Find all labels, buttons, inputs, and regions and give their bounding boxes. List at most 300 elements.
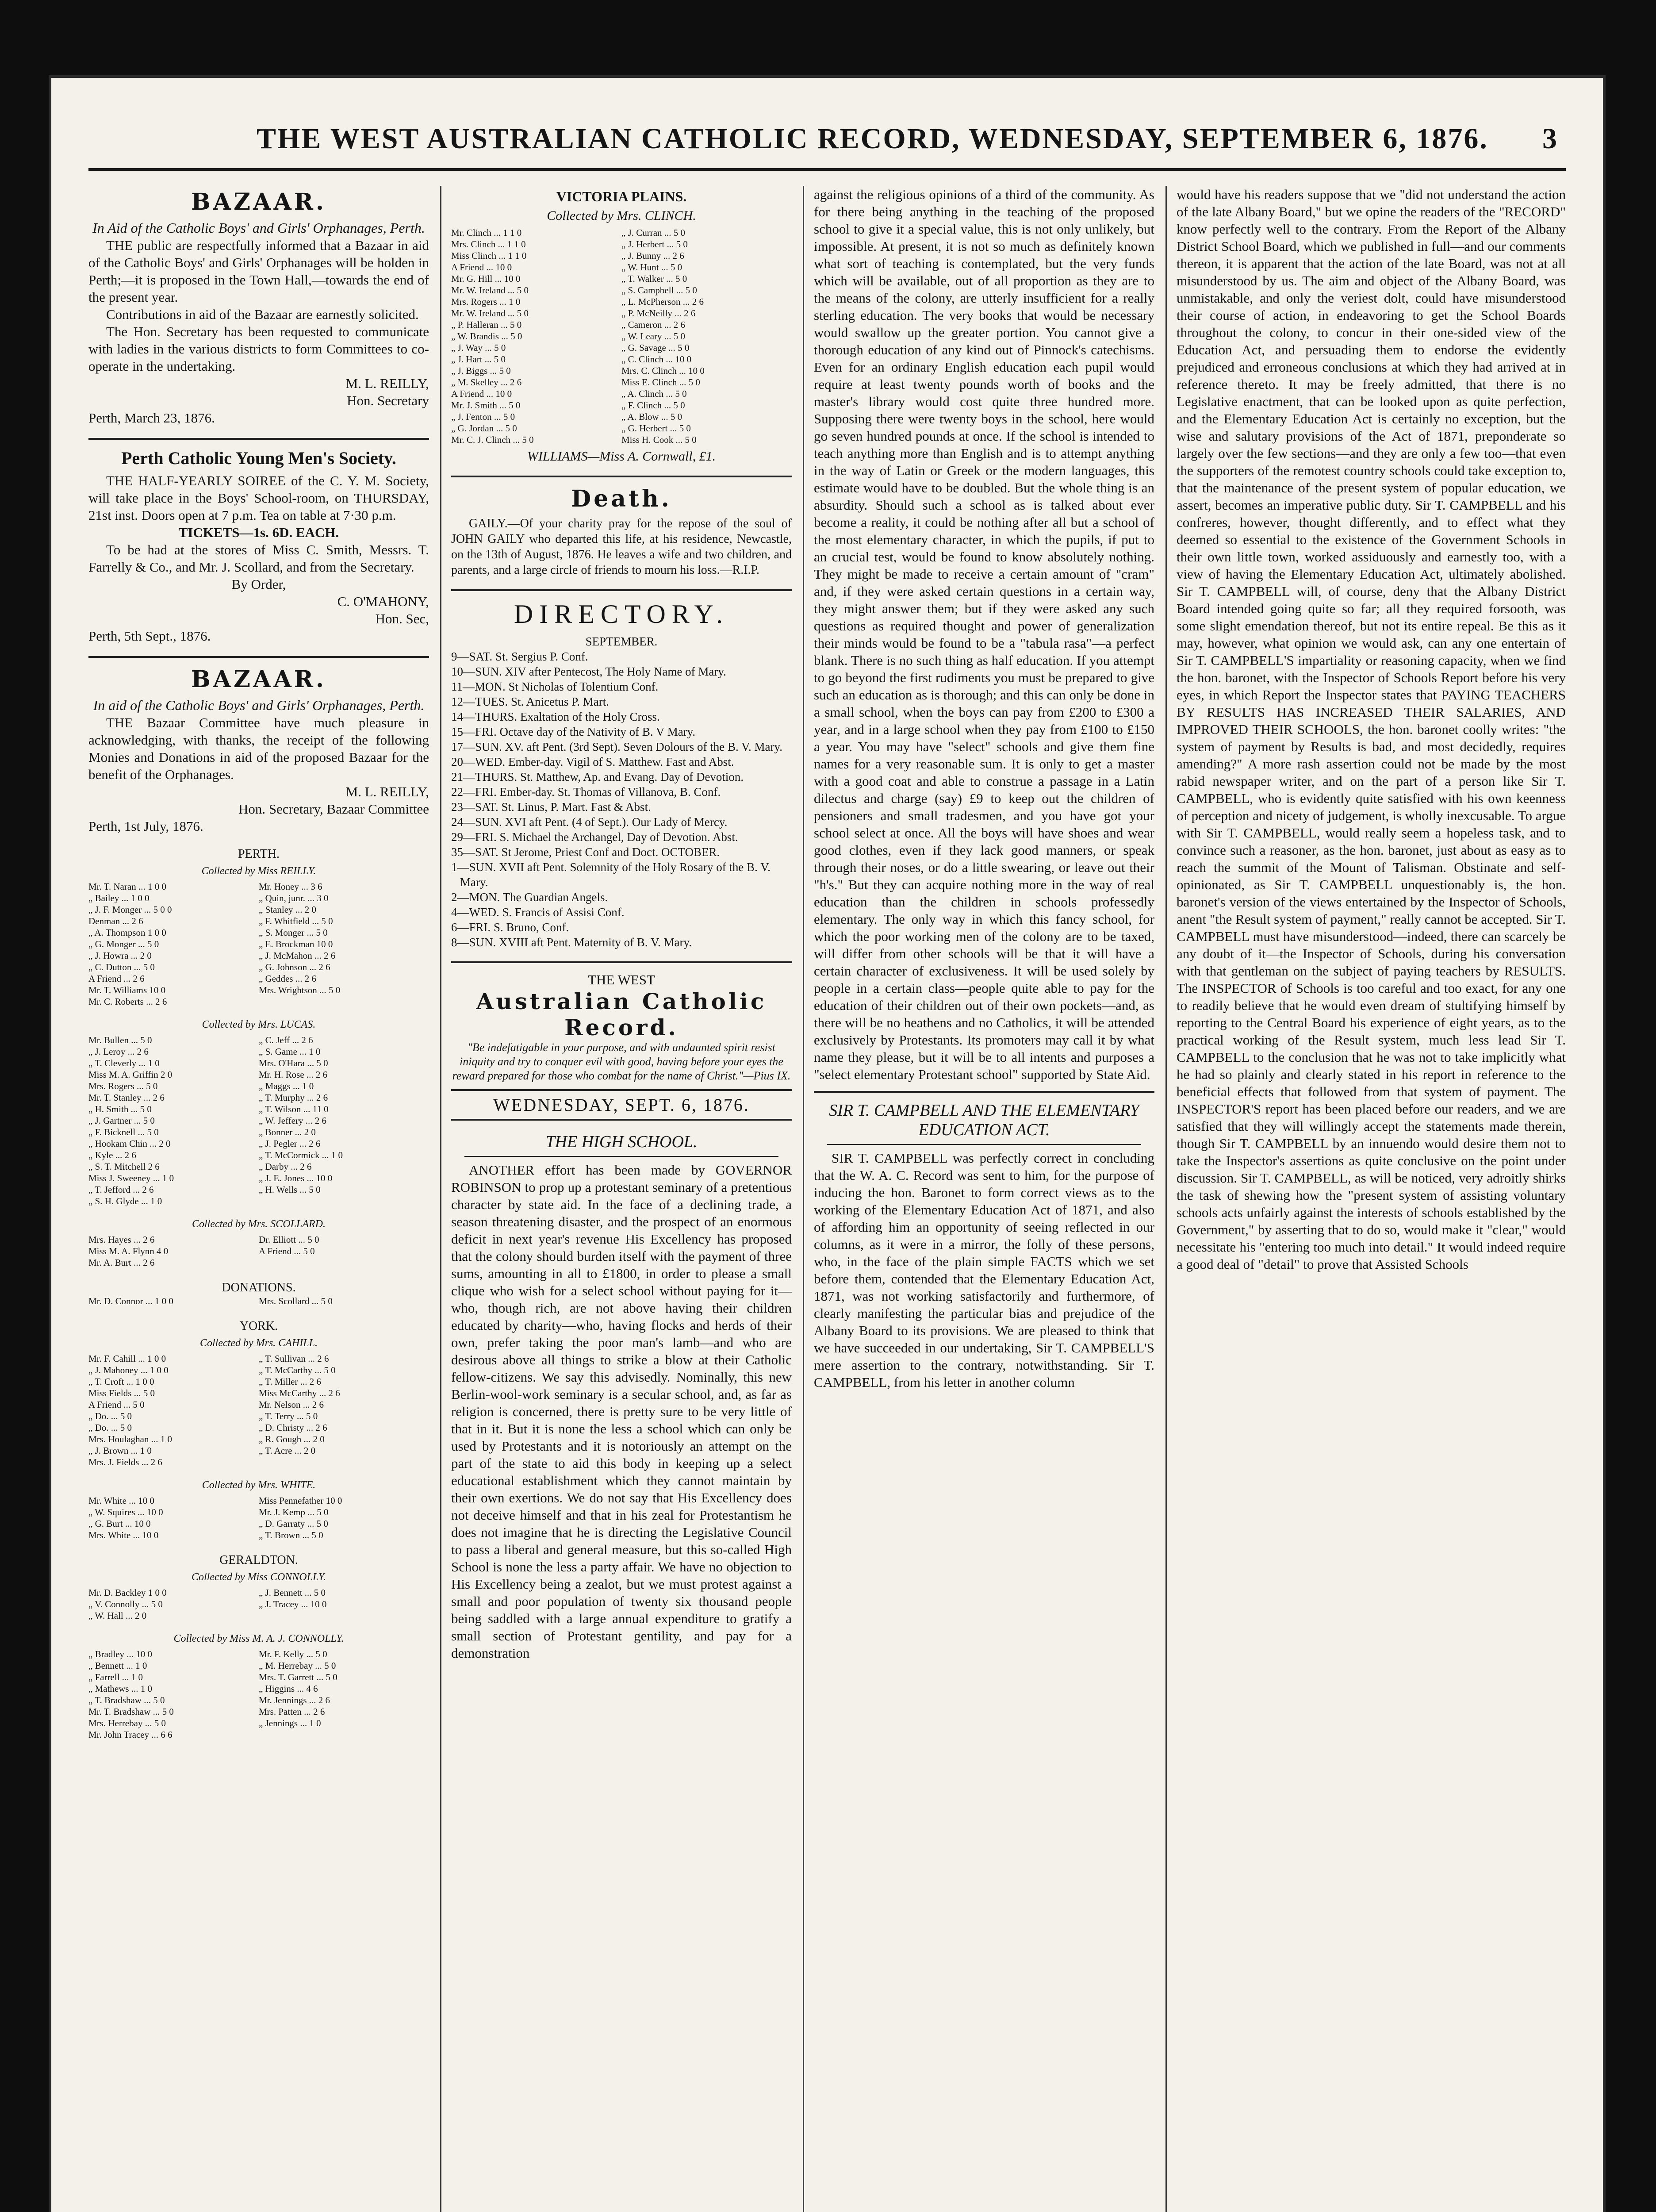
list-item bbox=[88, 1433, 429, 1445]
high-school-body: ANOTHER effort has been made by GOVERNOR ROBINSON to prop up a protestant seminary of a pretentious character by state aid. In the face of a declining trade, a season threatening disaster, and the prospect of an enormous deficit in next year's revenue His Excellency has proposed that the colony should burden itself with the payment of three sums, amounting in all to £1800, in order to please a small clique who wish for a select school without paying for it—who, though rich, are not above having their children educated by charity—who, having flocks and herds of their own, prefer taking the poor man's lamb—and who are desirous above all things to strike a blow at their Catholic fellow-citizens. We say this advisedly. Nominally, this new Berlin-wool-work seminary is a secular school, and, as far as religion is concerned, there is pretty sure to be very little of that in it. But it is none the less a school which can only be used by Protestants and it is notoriously an attempt on the part of the state to aid this body in keeping up a select educational establishment which they cannot maintain by their own exertions. We do not say that His Excellency does not deceive himself and that in his zeal for Protestantism he does not imagine that he is directing the Legislative Council to pass a liberal and general measure, but this so-called High School is none the less a party affair. We have no objection to His Excellency being a zealot, but we must protest against a small and poor population of twenty six thousand people being saddled with a large annual expenditure to gratify a small section of Protestant gentility, and pay for a demonstration bbox=[451, 1162, 792, 1661]
list-entry: Mr. T. Naran ... 1 0 0 bbox=[88, 881, 166, 892]
list-entry: „ Bennett ... 1 0 bbox=[88, 1660, 147, 1671]
list-entry: „ C. Dutton ... 5 0 bbox=[88, 962, 155, 972]
list-item bbox=[88, 1410, 429, 1422]
bazaar2-signer: M. L. REILLY, bbox=[345, 784, 429, 799]
cyms-signer: C. O'MAHONY, bbox=[337, 594, 429, 609]
directory-item: 22—FRI. Ember-day. St. Thomas of Villanova, B. Conf. bbox=[451, 785, 721, 799]
list-item bbox=[451, 342, 792, 353]
directory-item: 24—SUN. XVI aft Pent. (4 of Sept.). Our Lady of Mercy. bbox=[451, 815, 728, 829]
list-entry: „ W. Hall ... 2 0 bbox=[88, 1610, 147, 1621]
list-entry: Mr. H. Rose ... 2 6 bbox=[259, 1069, 328, 1080]
directory-item: 9—SAT. St. Sergius P. Conf. bbox=[451, 650, 588, 663]
list-entry: „ T. Acre ... 2 0 bbox=[259, 1445, 316, 1456]
list-item bbox=[88, 1092, 429, 1103]
list-entry: „ H. Smith ... 5 0 bbox=[88, 1104, 152, 1114]
list-entry: „ J. Bennett ... 5 0 bbox=[259, 1587, 326, 1598]
list-rows bbox=[88, 1648, 429, 1740]
bazaar2-heading: BAZAAR. bbox=[191, 666, 327, 693]
list-item bbox=[88, 1495, 429, 1506]
list-entry: Mr. Honey ... 3 6 bbox=[259, 881, 322, 892]
record-masthead bbox=[451, 971, 792, 1121]
list-entry: „ Maggs ... 1 0 bbox=[259, 1081, 314, 1091]
subscription-list bbox=[88, 1318, 429, 1468]
list-item bbox=[88, 1387, 429, 1399]
list-entry: „ Quin, junr. ... 3 0 bbox=[259, 893, 329, 903]
list-entry: „ S. Campbell ... 5 0 bbox=[621, 285, 697, 296]
list-item bbox=[88, 927, 429, 938]
list-item bbox=[88, 1161, 429, 1172]
divider bbox=[814, 1091, 1154, 1093]
list-entry: „ G. Savage ... 5 0 bbox=[621, 342, 690, 353]
list-entry: Mrs. O'Hara ... 5 0 bbox=[259, 1058, 328, 1068]
directory bbox=[451, 599, 792, 950]
directory-item: 15—FRI. Octave day of the Nativity of B. V Mary. bbox=[451, 725, 696, 738]
cyms-order: By Order, bbox=[231, 576, 286, 592]
list-item bbox=[451, 330, 792, 342]
directory-item: 23—SAT. St. Linus, P. Mart. Fast & Abst. bbox=[451, 800, 651, 814]
list-entry: Miss Fields ... 5 0 bbox=[88, 1388, 155, 1398]
list-entry: Mrs. Wrightson ... 5 0 bbox=[259, 985, 341, 995]
list-item bbox=[88, 1610, 429, 1621]
list-entry: Mr. A. Burt ... 2 6 bbox=[88, 1257, 155, 1268]
directory-heading: DIRECTORY. bbox=[514, 599, 729, 629]
list-item bbox=[451, 284, 792, 296]
vp-rows bbox=[451, 227, 792, 445]
list-entry: Mrs. C. Clinch ... 10 0 bbox=[621, 365, 705, 376]
list-entry: „ T. Croft ... 1 0 0 bbox=[88, 1376, 154, 1387]
list-entry: „ J. Leroy ... 2 6 bbox=[88, 1046, 149, 1057]
list-item bbox=[88, 1587, 429, 1598]
list-entry: „ T. Terry ... 5 0 bbox=[259, 1411, 318, 1421]
list-item bbox=[88, 996, 429, 1007]
list-entry: „ J. McMahon ... 2 6 bbox=[259, 950, 336, 961]
list-item bbox=[88, 1034, 429, 1046]
list-rows bbox=[88, 1234, 429, 1268]
list-entry: Mr. John Tracey ... 6 6 bbox=[88, 1729, 172, 1740]
list-entry: „ Cameron ... 2 6 bbox=[621, 319, 686, 330]
directory-item: 2—MON. The Guardian Angels. bbox=[451, 891, 608, 904]
list-rows bbox=[88, 1495, 429, 1541]
list-item bbox=[88, 1069, 429, 1080]
list-entry: „ F. Whitfield ... 5 0 bbox=[259, 916, 333, 926]
list-item bbox=[88, 1660, 429, 1671]
list-entry: „ Mathews ... 1 0 bbox=[88, 1683, 153, 1694]
list-entry: „ D. Garraty ... 5 0 bbox=[259, 1518, 328, 1529]
vp-collector: Collected by Mrs. CLINCH. bbox=[547, 208, 696, 223]
newspaper-page bbox=[49, 75, 1606, 2212]
masthead bbox=[88, 119, 1566, 171]
list-item bbox=[88, 1046, 429, 1057]
high-school-heading: THE HIGH SCHOOL. bbox=[545, 1133, 698, 1151]
divider bbox=[88, 438, 429, 440]
list-place: GERALDTON. bbox=[219, 1553, 298, 1567]
list-item bbox=[88, 1648, 429, 1660]
list-entry: Mr. W. Ireland ... 5 0 bbox=[451, 308, 529, 319]
list-entry: „ G. Jordan ... 5 0 bbox=[451, 423, 517, 434]
divider bbox=[451, 589, 792, 591]
list-entry: Mr. G. Hill ... 10 0 bbox=[451, 273, 521, 284]
list-entry: „ Bonner ... 2 0 bbox=[259, 1127, 316, 1137]
list-entry: „ S. Monger ... 5 0 bbox=[259, 927, 328, 938]
list-entry: „ M. Skelley ... 2 6 bbox=[451, 377, 522, 388]
list-item bbox=[88, 1506, 429, 1518]
list-item bbox=[88, 1683, 429, 1694]
divider bbox=[827, 1144, 1141, 1145]
list-collector: Collected by Mrs. WHITE. bbox=[202, 1479, 316, 1491]
list-entry: Mr. F. Kelly ... 5 0 bbox=[259, 1649, 327, 1659]
list-item bbox=[88, 1172, 429, 1184]
list-entry: Miss McCarthy ... 2 6 bbox=[259, 1388, 340, 1398]
list-collector: Collected by Mrs. SCOLLARD. bbox=[192, 1218, 326, 1230]
bazaar2-date: Perth, 1st July, 1876. bbox=[88, 818, 203, 834]
list-entry: Mrs. J. Fields ... 2 6 bbox=[88, 1457, 162, 1467]
list-item bbox=[451, 273, 792, 284]
list-item bbox=[451, 388, 792, 399]
subscription-list bbox=[88, 1280, 429, 1307]
list-entry: „ S. H. Glyde ... 1 0 bbox=[88, 1196, 162, 1206]
list-item bbox=[451, 307, 792, 319]
cyms-heading: Perth Catholic Young Men's Society. bbox=[121, 448, 396, 468]
directory-items bbox=[451, 649, 792, 950]
list-entry: Mrs. Scollard ... 5 0 bbox=[259, 1296, 333, 1306]
list-entry: Miss E. Clinch ... 5 0 bbox=[621, 377, 700, 388]
list-item bbox=[451, 365, 792, 376]
list-entry: „ J. Howra ... 2 0 bbox=[88, 950, 152, 961]
column-rule bbox=[803, 186, 804, 2212]
bazaar-signer: M. L. REILLY, bbox=[345, 376, 429, 391]
list-entry: „ G. Herbert ... 5 0 bbox=[621, 423, 691, 434]
bazaar-body: THE public are respectfully informed that a Bazaar in aid of the Catholic Boys' and Girls' Orphanages will be holden in Perth;—it is proposed in the Town Hall,—towards the end of the present year. Contributions in aid of the Bazaar are earnestly solicited. The Hon. Secretary has been requested to communicate with ladies in the various districts to form Committees to co-operate in the undertaking. bbox=[88, 238, 429, 374]
cyms-signer-title: Hon. Sec, bbox=[375, 611, 429, 626]
high-school-continued: against the religious opinions of a third of the community. As for there being anything in the teaching of the proposed school to give it a special value, this is not only unlikely, but impossible. At present, it is not so much as definitely known what sort of teaching is contemplated, but the very funds which will be available, out of all proportion as they are to the means of the colony, are utterly insufficient for a really sterling education. The very books that would be necessary would swallow up the greater portion. You cannot give a thorough education of any kind out of Pinnock's catechisms. Even for an ordinary English education each pupil would require at least twenty pounds worth of books and the master's library would cost quite three hundred more. Supposing there were twenty boys in the school, here would go seven hundred pounds at once. If the school is intended to teach anything more than English and is to attempt anything in the way of Latin or Greek or the modern languages, this estimate would have to be doubled. But the whole thing is an absurdity. Should such a school as is talked about ever become a reality, it could be nothing after all but a school of the most elementary character, in which the pupils, if put to an crucial test, would be found to know absolutely nothing. They might be made to receive a certain amount of "cram" and, if they were asked certain questions in a certain way, they might answer them; but if they were asked any such questions as required thought and power of generalization their minds would be found to be a "tabula rasa"—a perfect blank. There is no such thing as half education. If you attempt to go beyond the first rudiments you must be prepared to give such an education as is thorough; and this can only be done in a small school, when the boys can pay from £200 to £300 a year, and in a large school when they pay from £100 to £150 a year. You may have "select" schools and give them fine names for a very reasonable sum. It is only to get a master with a good coat and able to construe a passage in a Latin dilectus and charge (say) £9 to keep out the children of pensioners and small tradesmen, and you have got your school select at once. All the boys will have shoes and wear good clothes, even if they lack good manners, or speak through their noses, or do a little swearing, or leave out their "h's." But they can acquire nothing more in the way of real education than the children in schools professedly elementary. The only way in which this fancy school, for which the poor working men of the colony are to be taxed, will differ from other schools will be that it will have a certain character of exclusiveness. It will be used solely by people in a certain class—people quite able to pay for the education of their children out of their own pockets—and, as there will be no heathens and no Catholics, it will be attended exclusively by Protestants. Its promoters may call it by what name they please, but it will be to all intents and purposes a "select elementary Protestant school" supported by State Aid. bbox=[814, 187, 1154, 1082]
list-item bbox=[451, 238, 792, 250]
list-item bbox=[88, 1234, 429, 1245]
death-notice bbox=[451, 485, 792, 578]
list-rows bbox=[88, 1034, 429, 1207]
list-entry: „ W. Squires ... 10 0 bbox=[88, 1507, 163, 1517]
list-item bbox=[88, 1422, 429, 1433]
list-place: DONATIONS. bbox=[222, 1281, 296, 1294]
cyms-tickets: TICKETS—1s. 6D. EACH. bbox=[178, 525, 339, 540]
list-collector: Collected by Mrs. CAHILL. bbox=[200, 1337, 318, 1349]
list-entry: Denman ... 2 6 bbox=[88, 916, 143, 926]
list-place: YORK. bbox=[239, 1319, 278, 1333]
list-entry: Mrs. White ... 10 0 bbox=[88, 1530, 159, 1540]
list-entry: Mr. D. Connor ... 1 0 0 bbox=[88, 1296, 173, 1306]
list-entry: „ J. Gartner ... 5 0 bbox=[88, 1115, 155, 1126]
list-entry: „ J. Pegler ... 2 6 bbox=[259, 1138, 321, 1149]
directory-item: 8—SUN. XVIII aft Pent. Maternity of B. V. Mary. bbox=[451, 936, 692, 949]
list-item bbox=[88, 1399, 429, 1410]
list-entry: A Friend ... 5 0 bbox=[259, 1246, 315, 1256]
list-item bbox=[88, 881, 429, 892]
list-entry: Mr. D. Backley 1 0 0 bbox=[88, 1587, 167, 1598]
list-entry: Mrs. Clinch ... 1 1 0 bbox=[451, 239, 526, 250]
list-entry: „ G. Monger ... 5 0 bbox=[88, 939, 159, 949]
list-entry: „ J. Brown ... 1 0 bbox=[88, 1445, 152, 1456]
list-entry: Mr. Jennings ... 2 6 bbox=[259, 1695, 330, 1705]
record-title: Australian Catholic Record. bbox=[476, 988, 767, 1041]
list-item bbox=[88, 1353, 429, 1364]
column-rule bbox=[440, 186, 441, 2212]
list-entry: „ G. Johnson ... 2 6 bbox=[259, 962, 330, 972]
list-item bbox=[88, 1257, 429, 1268]
directory-month: SEPTEMBER. bbox=[585, 635, 658, 648]
list-entry: „ Do. ... 5 0 bbox=[88, 1422, 132, 1433]
bazaar-signer-title: Hon. Secretary bbox=[347, 393, 429, 408]
list-entry: Mrs. Hayes ... 2 6 bbox=[88, 1234, 155, 1245]
list-entry bbox=[259, 1195, 429, 1207]
list-item bbox=[451, 296, 792, 307]
list-entry: Mr. W. Ireland ... 5 0 bbox=[451, 285, 529, 296]
list-entry: Miss J. Sweeney ... 1 0 bbox=[88, 1173, 174, 1183]
list-entry: „ W. Brandis ... 5 0 bbox=[451, 331, 522, 342]
list-item bbox=[88, 1126, 429, 1138]
list-entry bbox=[259, 1729, 429, 1740]
list-entry: „ W. Hunt ... 5 0 bbox=[621, 262, 682, 273]
list-entry: „ C. Clinch ... 10 0 bbox=[621, 354, 692, 365]
list-entry: „ A. Clinch ... 5 0 bbox=[621, 388, 687, 399]
list-entry: Mr. Nelson ... 2 6 bbox=[259, 1399, 324, 1410]
column-3 bbox=[814, 186, 1154, 2212]
list-entry: Miss M. A. Flynn 4 0 bbox=[88, 1246, 169, 1256]
list-item bbox=[88, 892, 429, 904]
list-entry: Mr. T. Williams 10 0 bbox=[88, 985, 166, 995]
list-entry: Mr. F. Cahill ... 1 0 0 bbox=[88, 1353, 166, 1364]
divider bbox=[451, 961, 792, 963]
list-entry: „ J. Herbert ... 5 0 bbox=[621, 239, 688, 250]
list-entry: „ J. Mahoney ... 1 0 0 bbox=[88, 1365, 169, 1375]
list-entry: „ A. Thompson 1 0 0 bbox=[88, 927, 166, 938]
list-entry: Miss H. Cook ... 5 0 bbox=[621, 434, 697, 445]
bazaar-subtitle: In Aid of the Catholic Boys' and Girls' Orphanages, Perth. bbox=[92, 220, 425, 236]
list-rows bbox=[88, 1295, 429, 1307]
list-rows bbox=[88, 881, 429, 1007]
list-entry: „ W. Leary ... 5 0 bbox=[621, 331, 686, 342]
list-entry: „ Jennings ... 1 0 bbox=[259, 1718, 321, 1728]
list-item bbox=[88, 1671, 429, 1683]
column-2 bbox=[451, 186, 792, 2212]
campbell-heading: SIR T. CAMPBELL AND THE ELEMENTARY EDUCATION ACT. bbox=[829, 1101, 1139, 1139]
list-entry: „ T. Wilson ... 11 0 bbox=[259, 1104, 329, 1114]
record-pre: THE WEST bbox=[588, 972, 655, 987]
list-entry: Miss Pennefather 10 0 bbox=[259, 1495, 342, 1506]
list-item bbox=[88, 1456, 429, 1468]
list-item bbox=[88, 1518, 429, 1529]
record-motto: "Be indefatigable in your purpose, and with undaunted spirit resist iniquity and try to conquer evil with good, having before your eyes the reward prepared for those who combat for the name of Christ."—Pius IX. bbox=[452, 1041, 791, 1082]
list-entry: „ T. Miller ... 2 6 bbox=[259, 1376, 321, 1387]
list-entry: „ J. Biggs ... 5 0 bbox=[451, 365, 511, 376]
list-entry: „ T. Cleverly ... 1 0 bbox=[88, 1058, 160, 1068]
list-entry: Mr. T. Bradshaw ... 5 0 bbox=[88, 1706, 174, 1717]
list-item bbox=[88, 1376, 429, 1387]
list-entry: „ T. Sullivan ... 2 6 bbox=[259, 1353, 329, 1364]
list-item bbox=[451, 261, 792, 273]
list-entry: „ Kyle ... 2 6 bbox=[88, 1150, 136, 1160]
campbell-body: SIR T. CAMPBELL was perfectly correct in concluding that the W. A. C. Record was sent to him, for the purpose of inducing the hon. Baronet to form correct views as to the working of the Elementary Education Act of 1871, and also of affording him an opportunity of seeing reflected in our columns, as it were in a mirror, the folly of these persons, who, in the face of the plain simple FACTS which we set before them, contended that the Elementary Education Act, 1871, was not working satisfactorily and furthermore, of clearly manifesting the particular bias and prejudice of the Albany Board to its provisions. We are pleased to think that we have succeeded in our undertaking, Sir T. CAMPBELL'S mere assertion to the contrary, notwithstanding. Sir T. CAMPBELL, from his letter in another column bbox=[814, 1150, 1154, 1390]
list-item bbox=[88, 1080, 429, 1092]
list-entry: „ J. Hart ... 5 0 bbox=[451, 354, 506, 365]
list-entry: Mrs. Rogers ... 1 0 bbox=[451, 296, 521, 307]
list-item bbox=[451, 434, 792, 445]
list-entry: „ Darby ... 2 6 bbox=[259, 1161, 312, 1172]
list-entry: „ J. Tracey ... 10 0 bbox=[259, 1599, 327, 1609]
list-entry: Mrs. Houlaghan ... 1 0 bbox=[88, 1434, 172, 1444]
list-collector: Collected by Miss CONNOLLY. bbox=[191, 1571, 326, 1583]
vp-footer: WILLIAMS—Miss A. Cornwall, £1. bbox=[527, 449, 716, 464]
list-entry: „ T. McCormick ... 1 0 bbox=[259, 1150, 343, 1160]
death-body: GAILY.—Of your charity pray for the repose of the soul of JOHN GAILY who departed this life, at his residence, Newcastle, on the 13th of August, 1876. He leaves a wife and two children, and parents, and a large circle of friends to mourn his loss.—R.I.P. bbox=[451, 517, 792, 577]
list-collector: Collected by Miss M. A. J. CONNOLLY. bbox=[173, 1633, 344, 1644]
list-collector: Collected by Mrs. LUCAS. bbox=[202, 1019, 316, 1030]
list-entry: Mr. J. Smith ... 5 0 bbox=[451, 400, 521, 411]
list-entry bbox=[259, 1456, 429, 1468]
list-entry: „ Bailey ... 1 0 0 bbox=[88, 893, 150, 903]
directory-item: 1—SUN. XVII aft Pent. Solemnity of the Holy Rosary of the B. V. Mary. bbox=[451, 860, 770, 889]
list-entry: „ T. Bradshaw ... 5 0 bbox=[88, 1695, 165, 1705]
list-item bbox=[451, 227, 792, 238]
list-item bbox=[451, 411, 792, 422]
list-entry: Mr. Bullen ... 5 0 bbox=[88, 1035, 152, 1045]
list-entry: „ J. Bunny ... 2 6 bbox=[621, 250, 684, 261]
list-entry: „ T. McCarthy ... 5 0 bbox=[259, 1365, 336, 1375]
list-entry: „ V. Connolly ... 5 0 bbox=[88, 1599, 163, 1609]
list-entry: Mr. C. J. Clinch ... 5 0 bbox=[451, 434, 534, 445]
record-dateline: WEDNESDAY, SEPT. 6, 1876. bbox=[451, 1089, 792, 1121]
cyms-body: THE HALF-YEARLY SOIREE of the C. Y. M. Society, will take place in the Boys' School-room, on THURSDAY, 21st inst. Doors open at 7 p.m. Tea on table at 7·30 p.m. bbox=[88, 473, 429, 523]
bazaar-date: Perth, March 23, 1876. bbox=[88, 410, 215, 426]
list-entry: „ M. Herrebay ... 5 0 bbox=[259, 1660, 336, 1671]
list-item bbox=[88, 1115, 429, 1126]
cyms-body2: To be had at the stores of Miss C. Smith, Messrs. T. Farrelly & Co., and Mr. J. Scollard, and from the Secretary. bbox=[88, 542, 429, 575]
list-entry: „ A. Blow ... 5 0 bbox=[621, 411, 682, 422]
directory-item: 17—SUN. XV. aft Pent. (3rd Sept). Seven Dolours of the B. V. Mary. bbox=[451, 740, 782, 753]
list-entry: „ J. E. Jones ... 10 0 bbox=[259, 1173, 333, 1183]
list-entry: Miss M. A. Griffin 2 0 bbox=[88, 1069, 172, 1080]
list-item bbox=[88, 1295, 429, 1307]
divider bbox=[451, 476, 792, 477]
list-item bbox=[88, 1364, 429, 1376]
list-entry: „ Hookam Chin ... 2 0 bbox=[88, 1138, 171, 1149]
list-entry: Mr. C. Roberts ... 2 6 bbox=[88, 996, 167, 1007]
cyms-date: Perth, 5th Sept., 1876. bbox=[88, 628, 211, 644]
list-entry: „ J. F. Monger ... 5 0 0 bbox=[88, 904, 172, 915]
list-entry: „ P. Halleran ... 5 0 bbox=[451, 319, 522, 330]
directory-item: 10—SUN. XIV after Pentecost, The Holy Name of Mary. bbox=[451, 665, 726, 678]
column-1 bbox=[88, 186, 429, 2212]
list-entry: „ Do. ... 5 0 bbox=[88, 1411, 132, 1421]
list-item bbox=[88, 1694, 429, 1706]
list-entry: A Friend ... 10 0 bbox=[451, 262, 512, 273]
directory-item: 29—FRI. S. Michael the Archangel, Day of Devotion. Abst. bbox=[451, 830, 738, 844]
directory-item: 35—SAT. St Jerome, Priest Conf and Doct. OCTOBER. bbox=[451, 845, 720, 859]
list-entry: „ T. Brown ... 5 0 bbox=[259, 1530, 323, 1540]
high-school-article bbox=[451, 1132, 792, 1662]
list-item bbox=[88, 984, 429, 996]
list-entry: „ R. Gough ... 2 0 bbox=[259, 1434, 325, 1444]
bazaar2-body: THE Bazaar Committee have much pleasure in acknowledging, with thanks, the receipt of the following Monies and Donations in aid of the proposed Bazaar for the benefit of the Orphanages. bbox=[88, 715, 429, 782]
list-entry: Mr. J. Kemp ... 5 0 bbox=[259, 1507, 329, 1517]
list-entry: Mr. White ... 10 0 bbox=[88, 1495, 154, 1506]
list-item bbox=[88, 950, 429, 961]
list-entry: „ F. Clinch ... 5 0 bbox=[621, 400, 685, 411]
list-entry: Dr. Elliott ... 5 0 bbox=[259, 1234, 319, 1245]
subscription-lists bbox=[88, 846, 429, 1740]
list-item bbox=[88, 961, 429, 973]
list-item bbox=[88, 973, 429, 984]
list-entry: „ L. McPherson ... 2 6 bbox=[621, 296, 704, 307]
column-rule bbox=[1165, 186, 1167, 2212]
column-4 bbox=[1177, 186, 1566, 2212]
list-entry: „ H. Wells ... 5 0 bbox=[259, 1184, 321, 1195]
list-item bbox=[451, 319, 792, 330]
list-entry: „ Geddes ... 2 6 bbox=[259, 973, 317, 984]
list-entry: Mrs. Rogers ... 5 0 bbox=[88, 1081, 158, 1091]
list-entry: „ Higgins ... 4 6 bbox=[259, 1683, 318, 1694]
list-entry: „ Bradley ... 10 0 bbox=[88, 1649, 153, 1659]
subscription-list bbox=[88, 1552, 429, 1621]
list-item bbox=[451, 250, 792, 261]
list-item bbox=[88, 1598, 429, 1610]
list-collector: Collected by Miss REILLY. bbox=[201, 865, 316, 877]
list-place: PERTH. bbox=[238, 847, 280, 861]
directory-item: 21—THURS. St. Matthew, Ap. and Evang. Day of Devotion. bbox=[451, 770, 744, 783]
divider bbox=[464, 1156, 778, 1157]
list-entry: „ T. Murphy ... 2 6 bbox=[259, 1092, 328, 1103]
list-entry: „ S. T. Mitchell 2 6 bbox=[88, 1161, 160, 1172]
list-entry: Mr. T. Stanley ... 2 6 bbox=[88, 1092, 165, 1103]
bazaar2-subtitle: In aid of the Catholic Boys' and Girls' Orphanages, Perth. bbox=[93, 697, 425, 713]
directory-item: 4—WED. S. Francis of Assisi Conf. bbox=[451, 906, 625, 919]
list-entry: A Friend ... 10 0 bbox=[451, 388, 512, 399]
list-entry: Miss Clinch ... 1 1 0 bbox=[451, 250, 527, 261]
list-entry: Mrs. Patten ... 2 6 bbox=[259, 1706, 325, 1717]
list-rows bbox=[88, 1353, 429, 1468]
list-item bbox=[88, 1729, 429, 1740]
list-entry: „ C. Jeff ... 2 6 bbox=[259, 1035, 313, 1045]
subscription-list bbox=[88, 1218, 429, 1268]
list-item bbox=[88, 1706, 429, 1717]
list-entry: „ Farrell ... 1 0 bbox=[88, 1672, 143, 1682]
subscription-list bbox=[88, 1633, 429, 1740]
bazaar-heading: BAZAAR. bbox=[191, 188, 327, 215]
list-item bbox=[88, 1057, 429, 1069]
list-item bbox=[88, 1445, 429, 1456]
list-item bbox=[88, 904, 429, 915]
subscription-list bbox=[88, 1479, 429, 1541]
cyms-notice bbox=[88, 448, 429, 645]
list-entry: „ J. Curran ... 5 0 bbox=[621, 227, 686, 238]
list-entry: „ F. Bicknell ... 5 0 bbox=[88, 1127, 159, 1137]
list-entry bbox=[259, 996, 429, 1007]
directory-item: 14—THURS. Exaltation of the Holy Cross. bbox=[451, 710, 660, 723]
directory-item: 12—TUES. St. Anicetus P. Mart. bbox=[451, 695, 610, 708]
list-item bbox=[88, 1138, 429, 1149]
subscription-list bbox=[88, 1019, 429, 1207]
list-entry bbox=[259, 1257, 429, 1268]
victoria-plains-list bbox=[451, 188, 792, 464]
vp-heading: VICTORIA PLAINS. bbox=[556, 188, 687, 204]
list-rows bbox=[88, 1587, 429, 1621]
list-item bbox=[88, 1195, 429, 1207]
bazaar2-signer-title: Hon. Secretary, Bazaar Committee bbox=[238, 801, 429, 817]
list-item bbox=[88, 915, 429, 927]
list-item bbox=[88, 938, 429, 950]
list-entry: Mrs. Herrebay ... 5 0 bbox=[88, 1718, 166, 1728]
list-item bbox=[451, 376, 792, 388]
subscription-list bbox=[88, 846, 429, 1007]
